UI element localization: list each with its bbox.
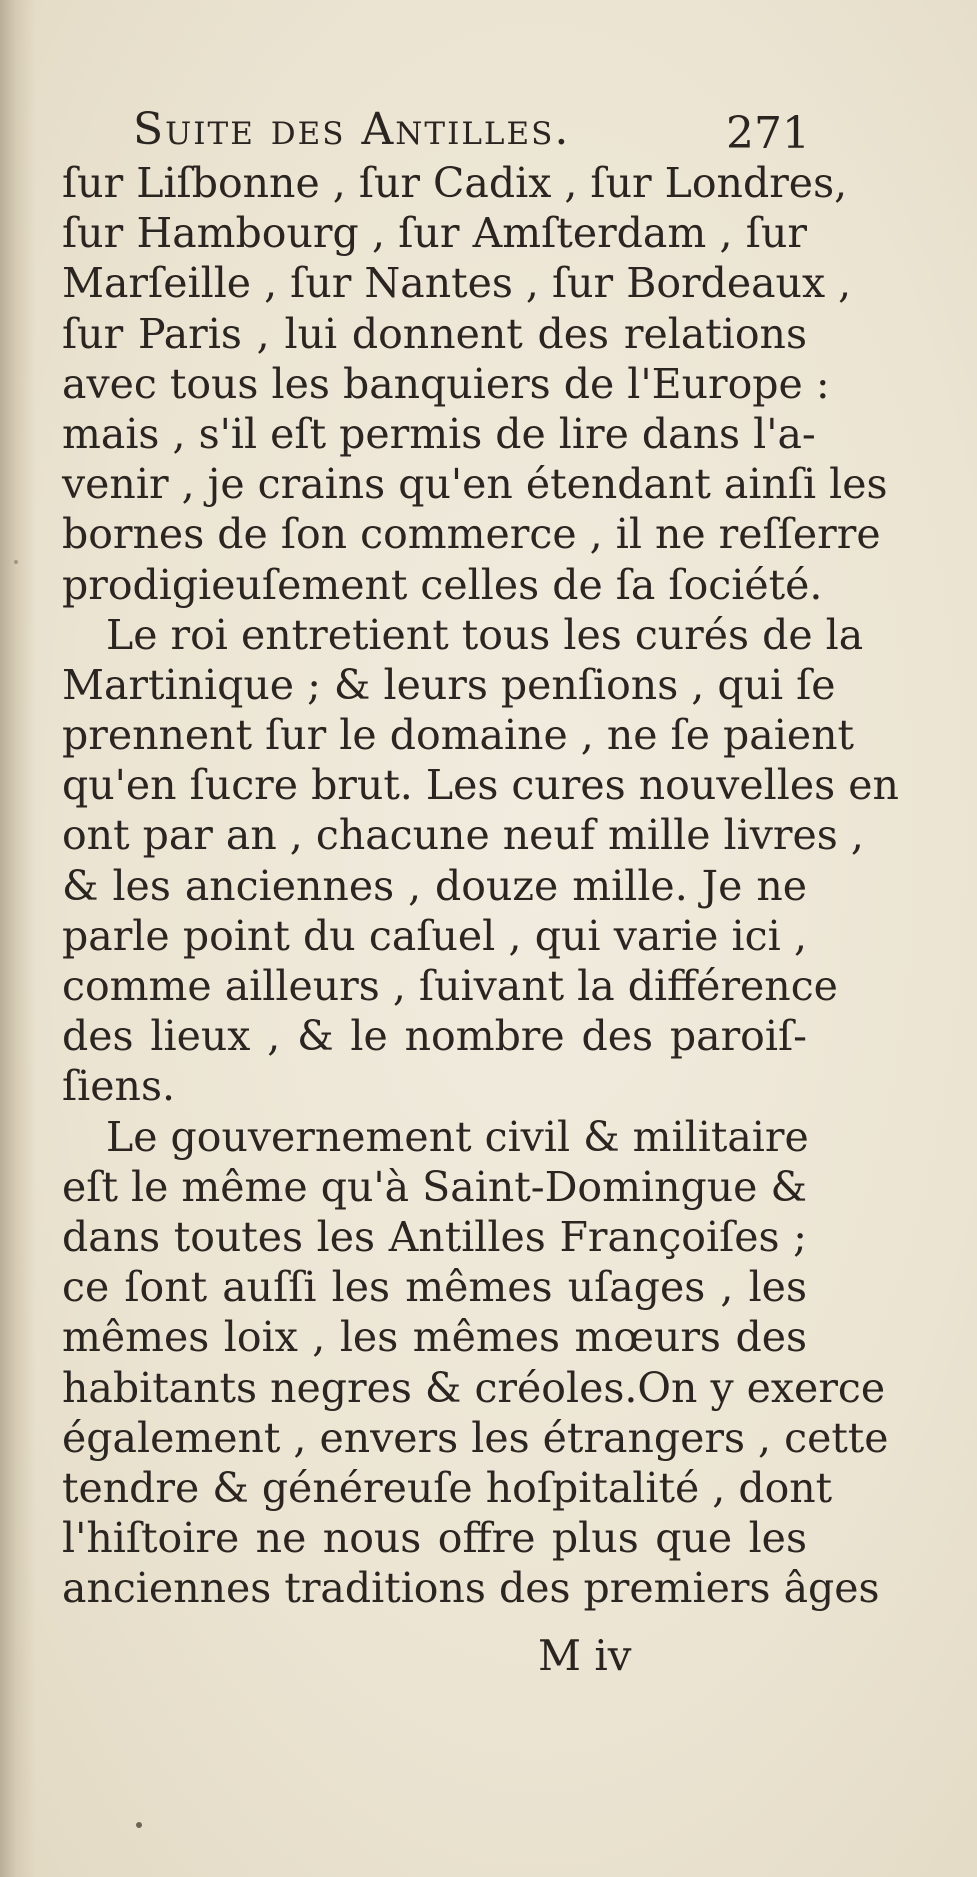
text-line: qu'en ſucre brut. Les cures nouvelles en bbox=[62, 761, 899, 810]
text-line: ſur Hambourg , ſur Amſterdam , ſur bbox=[62, 209, 807, 258]
text-line: prennent ſur le domaine , ne ſe paient bbox=[62, 711, 854, 760]
text-line: ſur Paris , lui donnent des relations bbox=[62, 309, 807, 358]
text-line: eſt le même qu'à Saint-Domingue & bbox=[62, 1162, 807, 1211]
running-head: Suite des Antilles. bbox=[133, 104, 571, 155]
text-line: ce ſont auſſi les mêmes uſages , les bbox=[62, 1263, 807, 1312]
text-line: Le roi entretient tous les curés de la bbox=[106, 610, 864, 659]
text-line: venir , je crains qu'en étendant ainſi les bbox=[62, 460, 888, 509]
paper-speck bbox=[14, 560, 18, 564]
text-line: parle point du caſuel , qui varie ici , bbox=[62, 911, 807, 960]
text-line: ſur Liſbonne , ſur Cadix , ſur Londres, bbox=[62, 159, 848, 207]
text-line: des lieux , & le nombre des paroiſ- bbox=[62, 1012, 807, 1061]
text-line: Marſeille , ſur Nantes , ſur Bordeaux , bbox=[62, 259, 852, 308]
text-line: également , envers les étrangers , cette bbox=[62, 1413, 889, 1462]
text-line: Martinique ; & leurs penſions , qui ſe bbox=[62, 660, 836, 709]
text-block bbox=[62, 158, 899, 1613]
text-line: l'hiſtoire ne nous offre plus que les bbox=[62, 1514, 807, 1563]
text-line: tendre & généreuſe hoſpitalité , dont bbox=[62, 1463, 833, 1512]
text-line: ont par an , chacune neuf mille livres , bbox=[62, 811, 864, 860]
text-line: habitants negres & créoles.On y exerce bbox=[62, 1363, 886, 1412]
binding-shadow bbox=[0, 0, 36, 1877]
text-line: comme ailleurs , ſuivant la différence bbox=[62, 962, 838, 1010]
text-line: prodigieuſement celles de ſa ſociété. bbox=[62, 560, 823, 609]
text-line: ſiens. bbox=[62, 1062, 176, 1111]
text-line: dans toutes les Antilles Françoiſes ; bbox=[62, 1212, 807, 1261]
text-line: Le gouvernement civil & militaire bbox=[106, 1112, 809, 1161]
text-line: mêmes loix , les mêmes mœurs des bbox=[62, 1313, 807, 1362]
text-line: mais , s'il eſt permis de lire dans l'a- bbox=[62, 409, 816, 458]
paper-speck bbox=[136, 1822, 142, 1828]
text-line: avec tous les banquiers de l'Europe : bbox=[62, 359, 830, 408]
text-line: anciennes traditions des premiers âges bbox=[62, 1564, 880, 1613]
page-number: 271 bbox=[726, 108, 810, 159]
text-line: bornes de ſon commerce , il ne reſſerre bbox=[62, 510, 881, 559]
text-line: & les anciennes , douze mille. Je ne bbox=[62, 861, 807, 910]
signature-mark: M iv bbox=[538, 1631, 632, 1680]
